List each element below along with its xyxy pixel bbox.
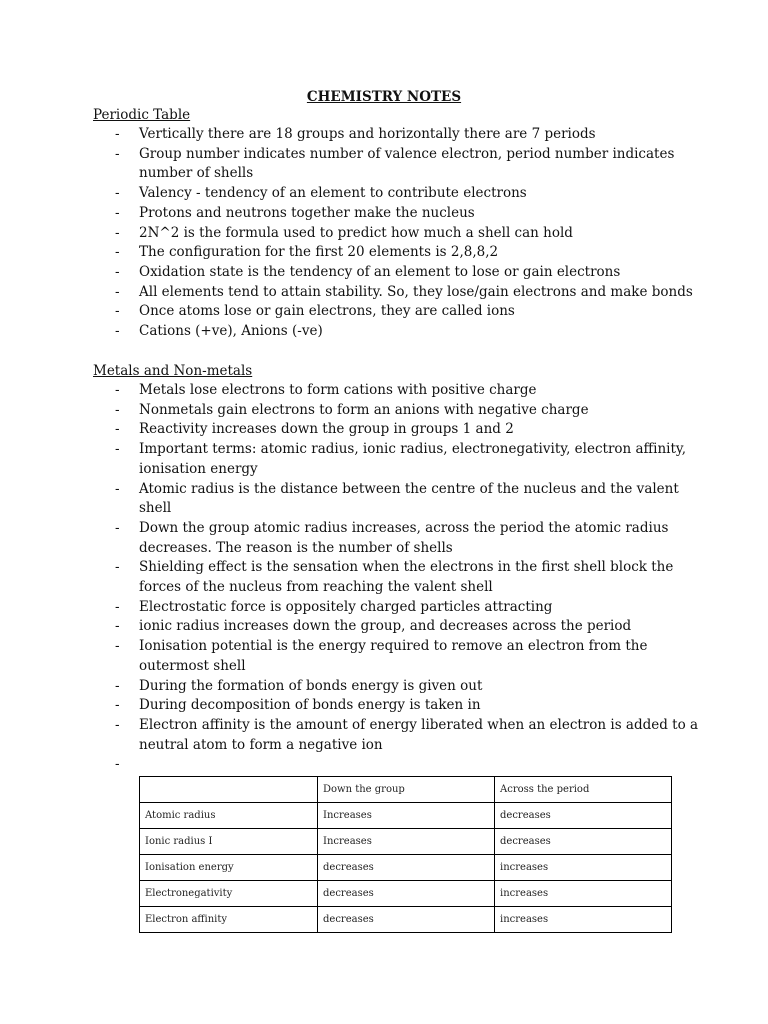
table-cell: Ionic radius I bbox=[140, 829, 318, 855]
bullet-dash: - bbox=[115, 224, 120, 241]
bullet-dash: - bbox=[115, 618, 120, 635]
table-header-cell bbox=[140, 777, 318, 803]
list-item-continuation: number of shells bbox=[139, 165, 254, 182]
bullet-dash: - bbox=[115, 323, 120, 340]
list-item: - Vertically there are 18 groups and horizontally there are 7 periods bbox=[0, 125, 679, 145]
table-cell: increases bbox=[495, 907, 672, 933]
table-row bbox=[140, 829, 672, 855]
list-item: - Cations (+ve), Anions (-ve) bbox=[0, 322, 679, 342]
table-cell: decreases bbox=[318, 907, 495, 933]
list-item: - Metals lose electrons to form cations with positive charge bbox=[0, 381, 679, 401]
list-item: - Electron affinity is the amount of energy liberated when an electron is added to a bbox=[0, 716, 679, 736]
table-row bbox=[140, 855, 672, 881]
bullet-dash: - bbox=[115, 283, 120, 300]
table-row bbox=[140, 907, 672, 933]
table-row bbox=[140, 881, 672, 907]
bullet-dash: - bbox=[115, 716, 120, 733]
table-cell: decreases bbox=[318, 881, 495, 907]
list-item: - Down the group atomic radius increases, across the period the atomic radius bbox=[0, 519, 679, 539]
bullet-dash: - bbox=[115, 756, 120, 773]
list-item-continuation: forces of the nucleus from reaching the valent shell bbox=[139, 579, 493, 596]
table-header-cell: Across the period bbox=[495, 777, 672, 803]
bullet-dash: - bbox=[115, 263, 120, 280]
table-cell: increases bbox=[495, 855, 672, 881]
list-item: - Shielding effect is the sensation when the electrons in the first shell block the bbox=[0, 558, 679, 578]
list-item: - Electrostatic force is oppositely charged particles attracting bbox=[0, 598, 679, 618]
list-item: - Once atoms lose or gain electrons, they are called ions bbox=[0, 302, 679, 322]
table-cell: Atomic radius bbox=[140, 803, 318, 829]
periodic-table-list bbox=[0, 125, 768, 342]
table-cell: Electron affinity bbox=[140, 907, 318, 933]
list-item: - Nonmetals gain electrons to form an anions with negative charge bbox=[0, 401, 679, 421]
bullet-dash: - bbox=[115, 244, 120, 261]
list-item: - Ionisation potential is the energy required to remove an electron from the bbox=[0, 637, 679, 657]
metals-non-metals-list bbox=[0, 381, 768, 773]
table-cell: decreases bbox=[495, 803, 672, 829]
bullet-dash: - bbox=[115, 441, 120, 458]
bullet-dash: - bbox=[115, 382, 120, 398]
bullet-dash: - bbox=[115, 185, 120, 202]
list-item: - All elements tend to attain stability. So, they lose/gain electrons and make bonds bbox=[0, 283, 679, 303]
list-item: - During the formation of bonds energy is given out bbox=[0, 677, 679, 697]
table-cell: Electronegativity bbox=[140, 881, 318, 907]
section-heading-periodic-table: Periodic Table bbox=[93, 107, 191, 123]
list-item-continuation: outermost shell bbox=[139, 657, 246, 674]
bullet-dash: - bbox=[115, 421, 120, 438]
table-cell: decreases bbox=[495, 829, 672, 855]
table-cell: Increases bbox=[318, 829, 495, 855]
page-title: CHEMISTRY NOTES bbox=[306, 89, 462, 105]
bullet-dash: - bbox=[115, 519, 120, 536]
list-item: - Valency - tendency of an element to contribute electrons bbox=[0, 184, 679, 204]
table-row bbox=[140, 803, 672, 829]
list-item: - Atomic radius is the distance between the centre of the nucleus and the valent bbox=[0, 480, 679, 500]
list-item: - The configuration for the first 20 elements is 2,8,8,2 bbox=[0, 243, 679, 263]
bullet-dash: - bbox=[115, 598, 120, 615]
bullet-dash: - bbox=[115, 145, 120, 162]
table-header-cell: Down the group bbox=[318, 777, 495, 803]
list-item-continuation: neutral atom to form a negative ion bbox=[139, 736, 383, 753]
list-item: - 2N^2 is the formula used to predict how much a shell can hold bbox=[0, 224, 679, 244]
table-cell: decreases bbox=[318, 855, 495, 881]
list-item-continuation: decreases. The reason is the number of shells bbox=[139, 539, 453, 556]
bullet-dash: - bbox=[115, 204, 120, 221]
list-item: - ionic radius increases down the group, and decreases across the period bbox=[0, 617, 679, 637]
bullet-dash: - bbox=[115, 126, 120, 142]
list-item: - Reactivity increases down the group in groups 1 and 2 bbox=[0, 420, 679, 440]
list-item: - Group number indicates number of valence electron, period number indicates bbox=[0, 145, 679, 165]
bullet-dash: - bbox=[115, 480, 120, 497]
list-item: - Protons and neutrons together make the nucleus bbox=[0, 204, 679, 224]
list-item-continuation: ionisation energy bbox=[139, 460, 258, 477]
table-cell: Increases bbox=[318, 803, 495, 829]
bullet-dash: - bbox=[115, 677, 120, 694]
bullet-dash: - bbox=[115, 401, 120, 418]
list-item-continuation: shell bbox=[139, 500, 172, 517]
bullet-dash: - bbox=[115, 559, 120, 576]
bullet-dash: - bbox=[115, 697, 120, 714]
table-cell: increases bbox=[495, 881, 672, 907]
list-item: - Oxidation state is the tendency of an element to lose or gain electrons bbox=[0, 263, 679, 283]
list-item: - During decomposition of bonds energy is taken in bbox=[0, 696, 679, 716]
table-header-row bbox=[140, 777, 672, 803]
list-item: - Important terms: atomic radius, ionic radius, electronegativity, electron affinity, bbox=[0, 440, 679, 460]
section-heading-metals-non-metals: Metals and Non-metals bbox=[93, 363, 253, 379]
table-cell: Ionisation energy bbox=[140, 855, 318, 881]
bullet-dash: - bbox=[115, 303, 120, 320]
bullet-dash: - bbox=[115, 638, 120, 655]
periodic-trends-table bbox=[139, 776, 672, 933]
